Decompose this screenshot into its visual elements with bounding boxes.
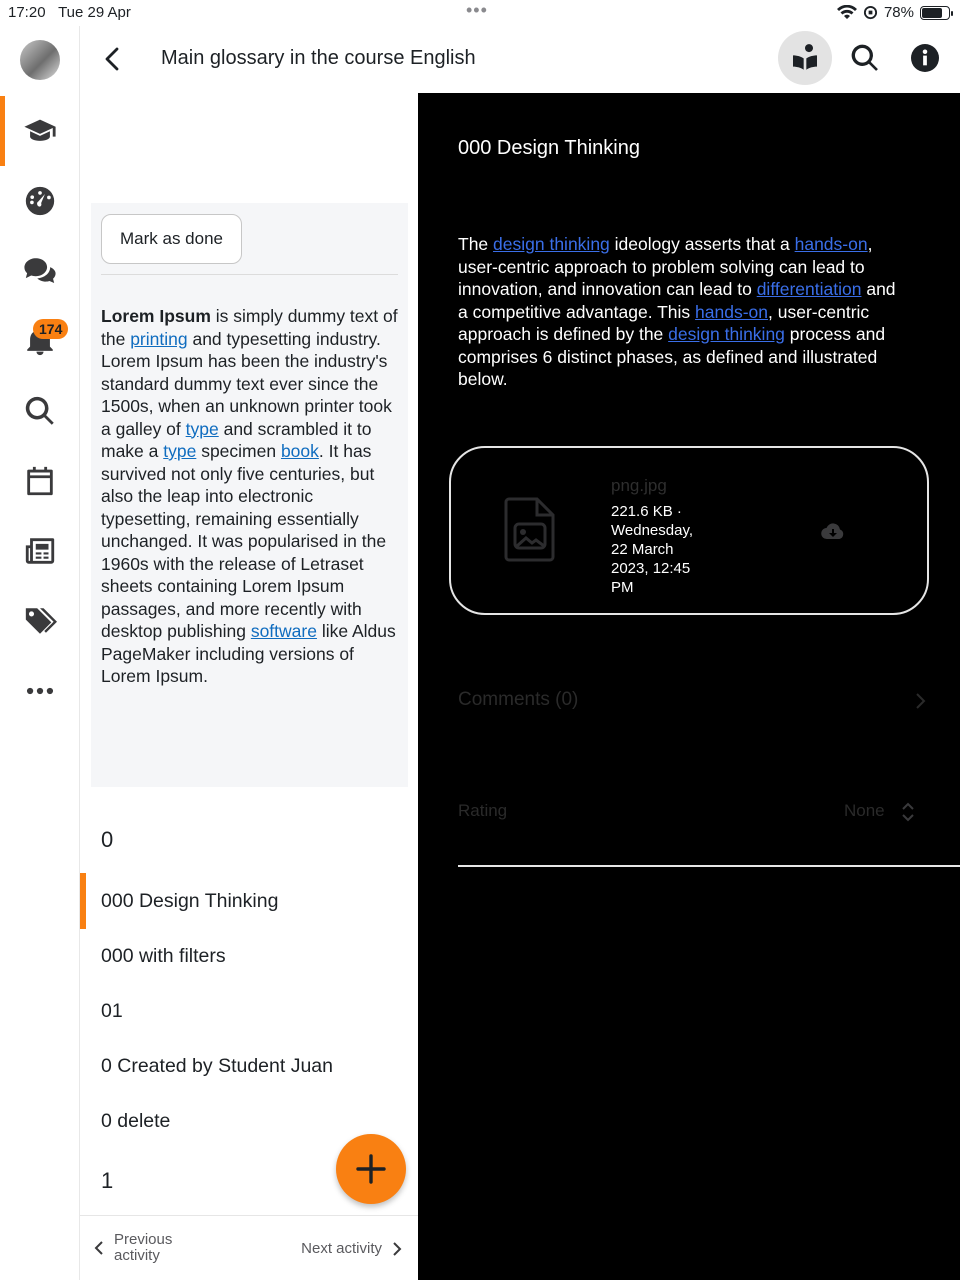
- text-run: ideology asserts that a: [609, 234, 795, 254]
- rail-item-messages[interactable]: [0, 236, 80, 306]
- text-run: process and comprises 6 distinct phases, as defined and illustrated below.: [458, 324, 886, 389]
- text-run: and typesetting industry. Lorem Ipsum has been the industry's standard dummy text ever since the 1500s, when an unknown printer took a galley of: [101, 328, 392, 439]
- multitasking-dots-icon[interactable]: •••: [466, 0, 488, 20]
- rail-item-news[interactable]: [0, 516, 80, 586]
- rail-item-courses[interactable]: [0, 96, 80, 166]
- rail-item-dashboard[interactable]: [0, 166, 80, 236]
- divider: [101, 274, 398, 275]
- text-run: , user-centric approach is defined by the: [458, 301, 870, 344]
- glossary-list-panel: [80, 93, 418, 1280]
- glossary-term-link[interactable]: software: [250, 621, 317, 641]
- tags-icon: [23, 604, 57, 638]
- letter-heading: 1: [101, 1168, 114, 1193]
- rail-item-notifications[interactable]: [0, 306, 80, 376]
- rating-select[interactable]: None: [844, 801, 885, 820]
- attachment-card[interactable]: [449, 446, 929, 615]
- text-run: . It has survived not only five centuries, but also the leap into electronic typesetting, remaining essentially unchanged. It was popularised in the 1960s with the release of Letraset sheets containing Lorem Ipsum passages, and more recently with desktop publishing: [101, 441, 387, 641]
- rail-item-search[interactable]: [0, 376, 80, 446]
- rating-label: Rating: [458, 801, 508, 820]
- entry-definition: [458, 233, 903, 391]
- glossary-entry[interactable]: 000 with filters: [101, 945, 226, 967]
- glossary-term-link[interactable]: design thinking: [493, 234, 610, 254]
- rating-divider: [458, 865, 960, 867]
- wifi-icon: [837, 5, 857, 20]
- page-header: [80, 26, 960, 93]
- text-run: specimen: [196, 441, 281, 461]
- user-avatar[interactable]: [20, 40, 60, 80]
- glossary-intro: [91, 203, 408, 787]
- chevron-right-icon[interactable]: [914, 691, 926, 711]
- text-run: and scrambled it to make a: [101, 418, 372, 461]
- select-chevrons-icon[interactable]: [900, 801, 916, 823]
- main-menu-rail: [0, 26, 80, 1280]
- rail-item-calendar[interactable]: [0, 446, 80, 516]
- previous-activity-button[interactable]: [94, 1232, 172, 1264]
- news-icon: [23, 534, 57, 568]
- status-right: [837, 4, 950, 21]
- entry-title: 000 Design Thinking: [458, 137, 640, 159]
- comments-link[interactable]: Comments (0): [458, 689, 579, 710]
- messages-icon: [23, 254, 57, 288]
- info-button[interactable]: [898, 31, 952, 85]
- text-run: , user-centric approach to problem solving can lead to innovation, and innovation can lead to: [458, 234, 873, 299]
- glossary-entry[interactable]: 000 Design Thinking: [101, 890, 279, 912]
- attachment-meta: 221.6 KB · Wednesday, 22 March 2023, 12:45 PM: [611, 503, 693, 596]
- search-icon: [23, 394, 57, 428]
- search-button[interactable]: [838, 31, 892, 85]
- plus-icon: [355, 1153, 387, 1185]
- glossary-term-link[interactable]: type: [163, 441, 197, 461]
- dashboard-icon: [23, 184, 57, 218]
- letter-heading: 0: [101, 827, 114, 852]
- entry-detail-panel: [418, 93, 960, 1280]
- previous-activity-label: Previous activity: [114, 1231, 173, 1264]
- image-file-icon: [503, 496, 557, 562]
- orientation-lock-icon: [863, 5, 878, 20]
- glossary-entry[interactable]: 01: [101, 1000, 123, 1022]
- search-icon: [849, 42, 881, 74]
- attachment-filename: png.jpg: [611, 476, 667, 495]
- glossary-term-link[interactable]: book: [280, 441, 319, 461]
- chevron-left-icon: [94, 1240, 104, 1256]
- add-entry-button[interactable]: [336, 1134, 406, 1204]
- glossary-entry[interactable]: 0 delete: [101, 1110, 171, 1132]
- battery-percent: 78%: [883, 4, 914, 21]
- active-entry-indicator: [80, 873, 86, 929]
- next-activity-label: Next activity: [301, 1240, 382, 1257]
- rail-item-more[interactable]: [0, 656, 80, 726]
- mark-as-done-button[interactable]: Mark as done: [101, 214, 242, 264]
- text-run: is simply dummy text of the: [101, 306, 398, 349]
- page-title: Main glossary in the course English: [161, 47, 476, 69]
- glossary-description: [101, 305, 398, 688]
- text-run: and a competitive advantage. This: [458, 279, 896, 322]
- glossary-term-link[interactable]: design thinking: [668, 324, 785, 344]
- glossary-term-link[interactable]: type: [185, 418, 219, 439]
- battery-icon: [920, 6, 950, 20]
- browse-glossary-button[interactable]: [778, 31, 832, 85]
- glossary-entry[interactable]: 0 Created by Student Juan: [101, 1055, 333, 1077]
- status-time: 17:20 Tue 29 Apr: [8, 4, 131, 21]
- chevron-right-icon: [392, 1241, 402, 1257]
- text-run: like Aldus PageMaker including versions of Lorem Ipsum.: [101, 621, 396, 686]
- notification-badge: 174: [33, 319, 68, 339]
- glossary-term-link[interactable]: hands-on: [794, 234, 868, 254]
- text-run: The: [458, 234, 494, 254]
- glossary-term-link[interactable]: differentiation: [756, 279, 862, 299]
- rail-item-tags[interactable]: [0, 586, 80, 656]
- status-bar: [0, 0, 960, 26]
- calendar-icon: [23, 464, 57, 498]
- cloud-download-icon[interactable]: [821, 522, 845, 540]
- info-icon: [909, 42, 941, 74]
- graduation-cap-icon: [23, 114, 57, 148]
- glossary-term-link[interactable]: hands-on: [695, 301, 769, 322]
- back-arrow-icon[interactable]: [98, 42, 128, 76]
- activity-navigation: [80, 1215, 418, 1280]
- next-activity-button[interactable]: [301, 1240, 402, 1257]
- more-icon: [23, 674, 57, 708]
- bold-text: Lorem Ipsum: [101, 306, 211, 326]
- open-book-icon: [789, 42, 821, 74]
- glossary-term-link[interactable]: printing: [130, 328, 188, 349]
